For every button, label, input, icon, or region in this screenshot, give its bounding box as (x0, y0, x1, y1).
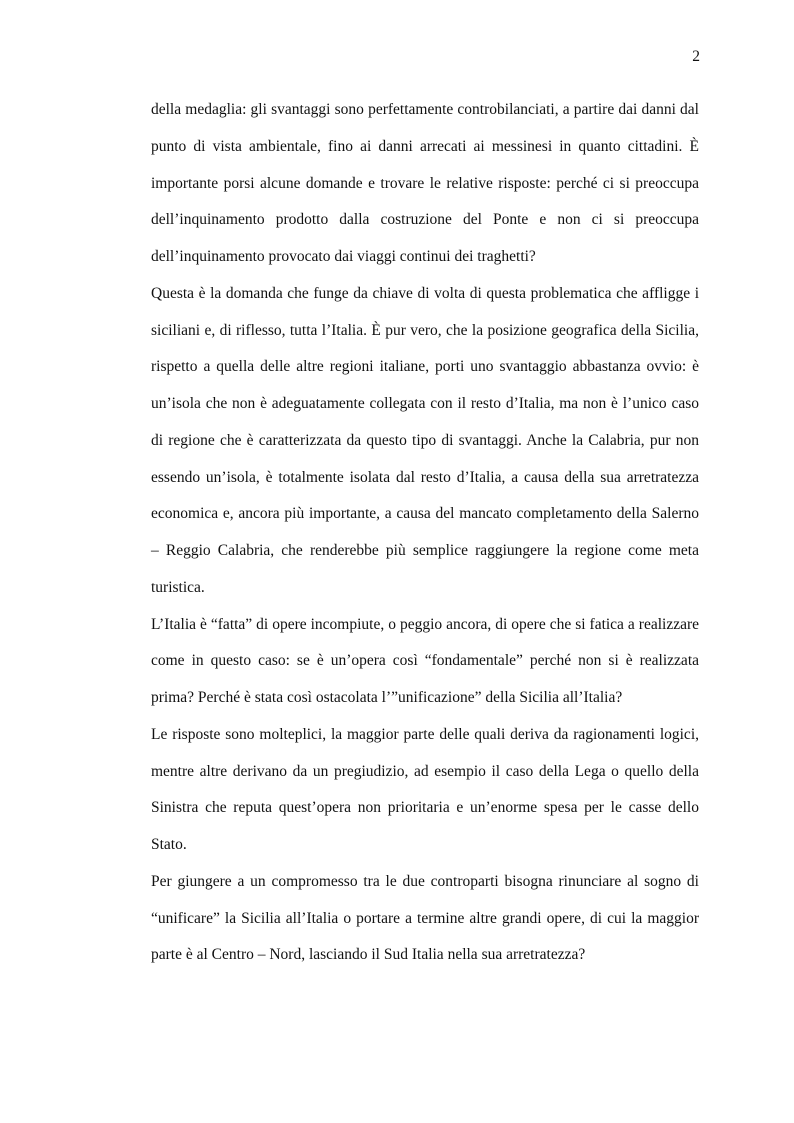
paragraph: Le risposte sono molteplici, la maggior parte delle quali deriva da ragionamenti logici, mentre altre derivano da un pregiudizio, ad esempio il caso della Lega o quello della Sinistra che reputa quest’opera non prioritaria e un’enorme spesa per le casse dello Stato. (151, 725, 699, 853)
paragraph: della medaglia: gli svantaggi sono perfettamente controbilanciati, a partire dai danni dal punto di vista ambientale, fino ai danni arrecati ai messinesi in quanto cittadini. È importante porsi alcune domande e trovare le relative risposte: perché ci si preoccupa dell’inquinamento prodotto dalla costruzione del Ponte e non ci si preoccupa dell’inquinamento provocato dai viaggi continui dei traghetti? (151, 101, 699, 265)
paragraph: Per giungere a un compromesso tra le due controparti bisogna rinunciare al sogno di “unificare” la Sicilia all’Italia o portare a termine altre grandi opere, di cui la maggior parte è al Centro – Nord, lasciando il Sud Italia nella sua arretratezza? (151, 872, 699, 964)
paragraph: Questa è la domanda che funge da chiave di volta di questa problematica che affligge i siciliani e, di riflesso, tutta l’Italia. È pur vero, che la posizione geografica della Sicilia, rispetto a quella delle altre regioni italiane, porti uno svantaggio abbastanza ovvio: è un’isola che non è adeguatamente collegata con il resto d’Italia, ma non è l’unico caso di regione che è caratterizzata da questo tipo di svantaggi. Anche la Calabria, pur non essendo un’isola, è totalmente isolata dal resto d’Italia, a causa della sua arretratezza economica e, ancora più importante, a causa del mancato completamento della Salerno – Reggio Calabria, che renderebbe più semplice raggiungere la regione come meta turistica. (151, 284, 699, 596)
document-body (151, 92, 699, 974)
page-number: 2 (692, 48, 700, 65)
paragraph: L’Italia è “fatta” di opere incompiute, o peggio ancora, di opere che si fatica a realizzare come in questo caso: se è un’opera così “fondamentale” perché non si è realizzata prima? Perché è stata così ostacolata l’”unificazione” della Sicilia all’Italia? (151, 615, 699, 706)
